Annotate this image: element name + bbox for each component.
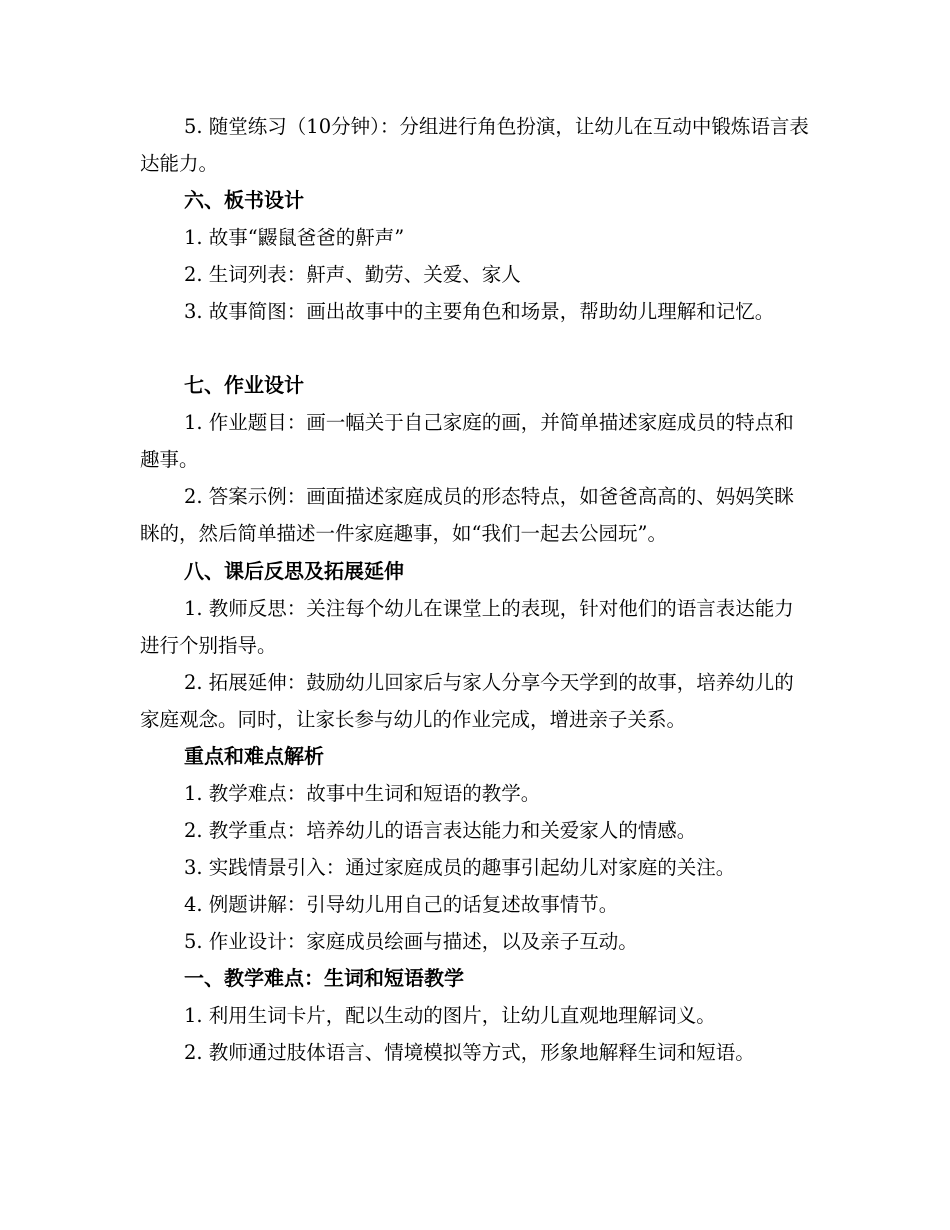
paragraph-text: 2. 教师通过肢体语言、情境模拟等方式，形象地解释生词和短语。: [184, 1041, 755, 1064]
paragraph-board-2: [140, 256, 812, 293]
paragraph-text: 2. 拓展延伸：鼓励幼儿回家后与家人分享今天学到的故事，培养幼儿的家庭观念。同时，让家长参与幼儿的作业完成，增进亲子关系。: [140, 671, 794, 732]
paragraph-reflection-2: [140, 664, 812, 738]
paragraph-text: 5. 随堂练习（10分钟）：分组进行角色扮演，让幼儿在互动中锻炼语言表达能力。: [140, 115, 809, 176]
paragraph-key-2: [140, 812, 812, 849]
paragraph-key-5: [140, 923, 812, 960]
paragraph-text: 2. 教学重点：培养幼儿的语言表达能力和关爱家人的情感。: [184, 819, 697, 842]
paragraph-homework-1: [140, 404, 812, 478]
paragraph-text: 2. 答案示例：画面描述家庭成员的形态特点，如爸爸高高的、妈妈笑眯眯的，然后简单描述一件家庭趣事，如“我们一起去公园玩”。: [140, 485, 794, 546]
paragraph-homework-2: [140, 478, 812, 552]
paragraph-text: 1. 作业题目：画一幅关于自己家庭的画，并简单描述家庭成员的特点和趣事。: [140, 411, 794, 472]
paragraph-text: 1. 故事“鼹鼠爸爸的鼾声”: [184, 226, 405, 249]
paragraph-text: 4. 例题讲解：引导幼儿用自己的话复述故事情节。: [184, 893, 619, 916]
heading-board-design: 六、板书设计: [184, 188, 304, 212]
paragraph-board-3: [140, 293, 812, 330]
paragraph-key-3: [140, 849, 812, 886]
paragraph-text: 1. 教学难点：故事中生词和短语的教学。: [184, 782, 541, 805]
heading-teaching-difficulty: 一、教学难点：生词和短语教学: [184, 966, 464, 990]
paragraph-text: 2. 生词列表：鼾声、勤劳、关爱、家人: [184, 263, 521, 286]
heading-homework-design: 七、作业设计: [184, 373, 304, 397]
heading-reflection: 八、课后反思及拓展延伸: [184, 559, 404, 583]
paragraph-board-1: [140, 219, 812, 256]
paragraph-practice-5: [140, 108, 812, 182]
paragraph-text: 3. 实践情景引入：通过家庭成员的趣事引起幼儿对家庭的关注。: [184, 856, 736, 879]
paragraph-difficulty-2: [140, 1034, 812, 1071]
paragraph-text: 1. 教师反思：关注每个幼儿在课堂上的表现，针对他们的语言表达能力进行个别指导。: [140, 597, 794, 658]
paragraph-text: 5. 作业设计：家庭成员绘画与描述，以及亲子互动。: [184, 930, 638, 953]
paragraph-key-1: [140, 775, 812, 812]
paragraph-key-4: [140, 886, 812, 923]
paragraph-text: 3. 故事简图：画出故事中的主要角色和场景，帮助幼儿理解和记忆。: [184, 300, 775, 323]
paragraph-text: 1. 利用生词卡片，配以生动的图片，让幼儿直观地理解词义。: [184, 1004, 716, 1027]
paragraph-reflection-1: [140, 590, 812, 664]
heading-key-points: 重点和难点解析: [184, 744, 324, 768]
paragraph-difficulty-1: [140, 997, 812, 1034]
